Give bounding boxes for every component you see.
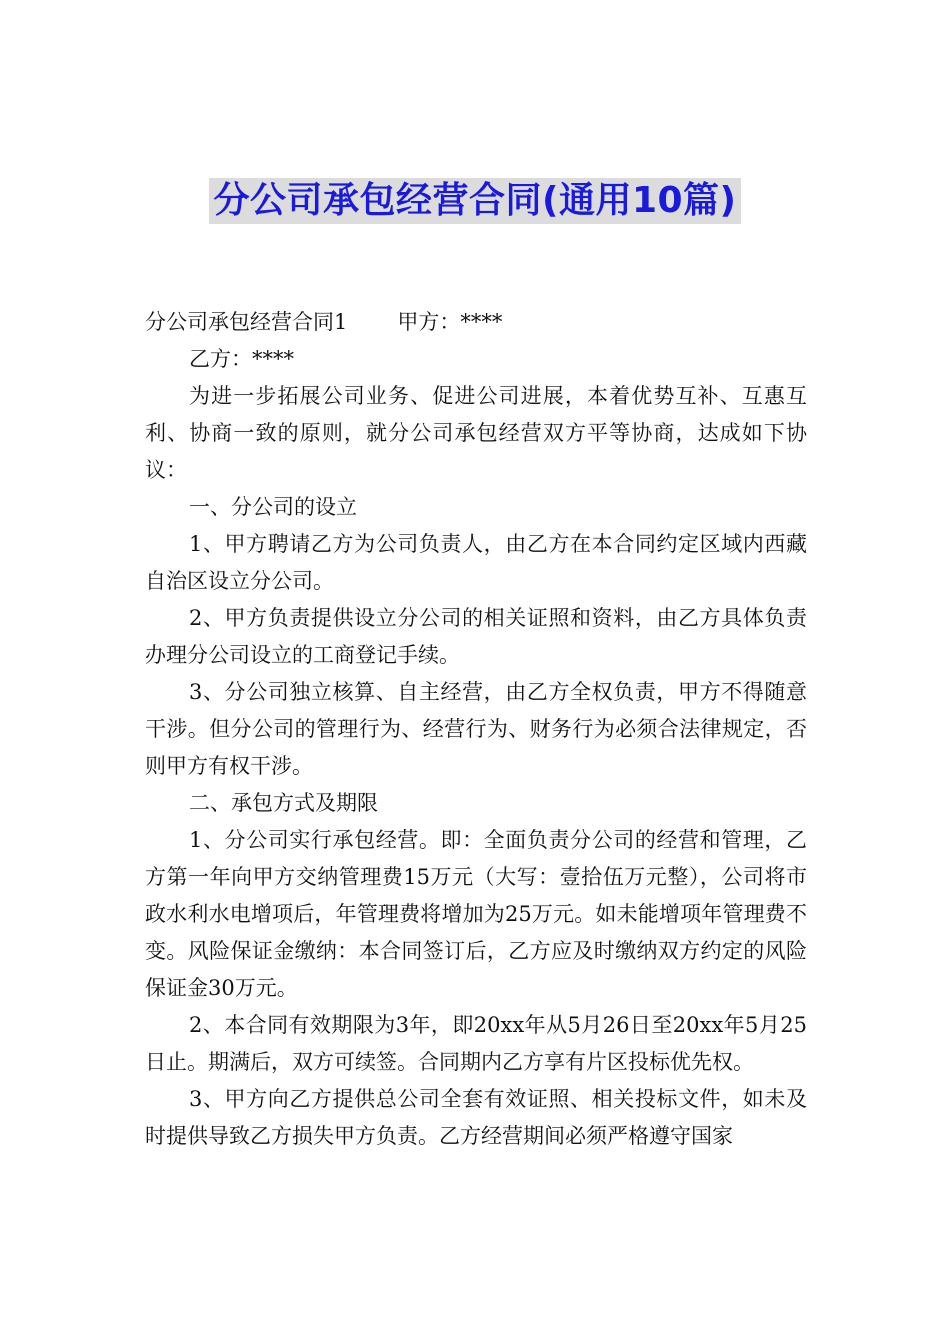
clause-paragraph: 2、本合同有效期限为3年，即20xx年从5月26日至20xx年5月25日止。期满后，双方可续签。合同期内乙方享有片区投标优先权。 bbox=[145, 1013, 807, 1074]
clause-paragraph: 3、分公司独立核算、自主经营，由乙方全权负责，甲方不得随意干涉。但分公司的管理行为、经营行为、财务行为必须合法律规定，否则甲方有权干涉。 bbox=[145, 680, 807, 778]
clause-paragraph: 3、甲方向乙方提供总公司全套有效证照、相关投标文件，如未及时提供导致乙方损失甲方负责。乙方经营期间必须严格遵守国家 bbox=[145, 1087, 807, 1148]
party-b-line: 乙方：**** bbox=[189, 347, 294, 371]
clause-paragraph: 2、甲方负责提供设立分公司的相关证照和资料，由乙方具体负责办理分公司设立的工商登记手续。 bbox=[145, 606, 807, 667]
section-heading-1: 一、分公司的设立 bbox=[189, 495, 357, 519]
document-title: 分公司承包经营合同(通用10篇) bbox=[209, 178, 740, 224]
first-line bbox=[145, 304, 807, 341]
party-a-line: 甲方：**** bbox=[397, 310, 503, 334]
section-heading-2: 二、承包方式及期限 bbox=[189, 791, 378, 815]
contract-heading: 分公司承包经营合同1 bbox=[145, 310, 348, 334]
preamble-paragraph: 为进一步拓展公司业务、促进公司进展，本着优势互补、互惠互利、协商一致的原则，就分公司承包经营双方平等协商，达成如下协议： bbox=[145, 384, 807, 482]
document-body bbox=[145, 304, 807, 1155]
title-container bbox=[0, 178, 950, 224]
clause-paragraph: 1、分公司实行承包经营。即：全面负责分公司的经营和管理，乙方第一年向甲方交纳管理费15万元（大写：壹拾伍万元整），公司将市政水利水电增项后，年管理费将增加为25万元。如未能增项年管理费不变。风险保证金缴纳：本合同签订后，乙方应及时缴纳双方约定的风险保证金30万元。 bbox=[145, 828, 807, 1000]
clause-paragraph: 1、甲方聘请乙方为公司负责人，由乙方在本合同约定区域内西藏自治区设立分公司。 bbox=[145, 532, 807, 593]
